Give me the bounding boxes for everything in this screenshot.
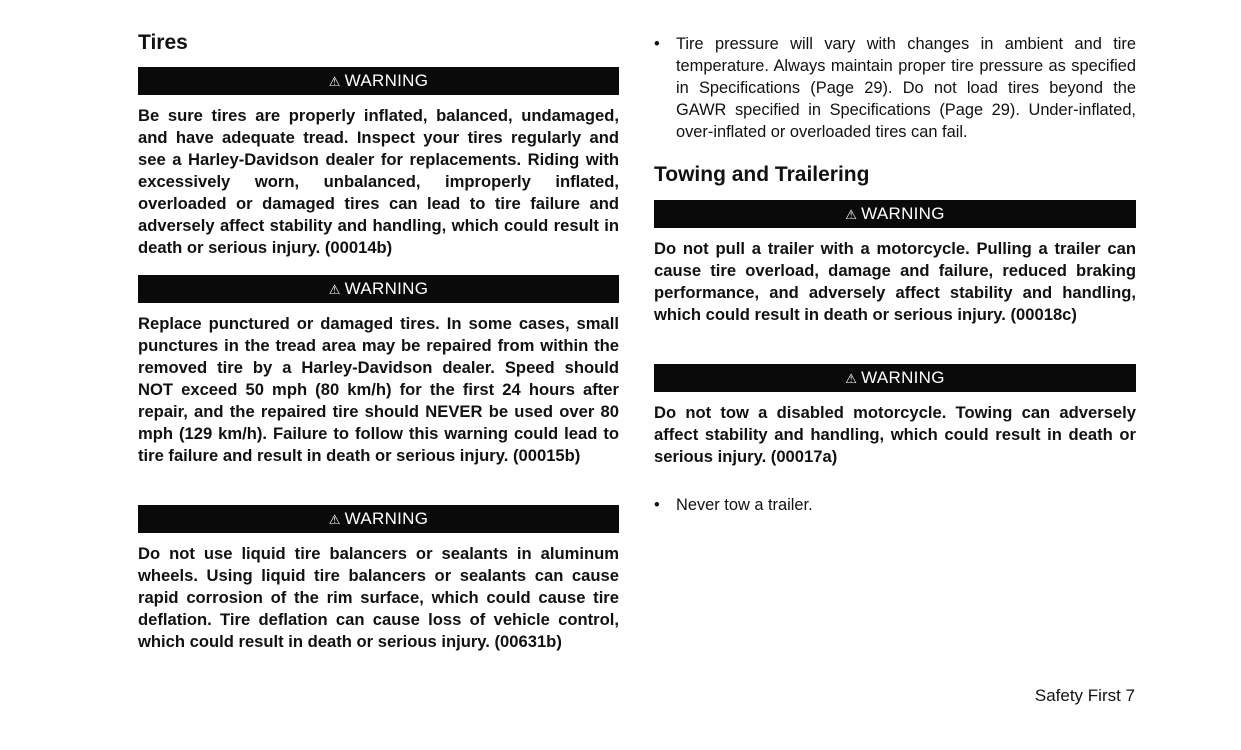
warning-text: Be sure tires are properly inflated, balanced, undamaged, and have adequate tread. Inspect your tires regularly and see a Harley-Davidson dealer for replacements. Riding with excessively worn, unbalanced, improperly inflated, overloaded or damaged tires can lead to tire failure and adversely affect stability and handling, which could result in death or serious injury. (00014b)	[138, 106, 619, 257]
warning-text: Do not tow a disabled motorcycle. Towing can adversely affect stability and handling, which could result in death or serious injury. (00017a)	[654, 403, 1136, 466]
warning-label: WARNING	[861, 204, 945, 223]
bullet-item	[654, 494, 1136, 516]
section-heading-tires: Tires	[138, 31, 188, 54]
warning-banner	[138, 275, 619, 303]
warning-triangle-icon: ⚠	[328, 74, 341, 89]
warning-triangle-icon: ⚠	[845, 207, 858, 222]
section-heading-towing: Towing and Trailering	[654, 163, 870, 186]
warning-label: WARNING	[861, 368, 945, 387]
warning-text: Do not use liquid tire balancers or sealants in aluminum wheels. Using liquid tire balancers or sealants can cause rapid corrosion of the rim surface, which could cause tire deflation. Tire deflation can cause loss of vehicle control, which could result in death or serious injury. (00631b)	[138, 544, 619, 651]
bullet-icon: •	[654, 35, 660, 53]
warning-label: WARNING	[344, 279, 429, 298]
warning-banner	[138, 505, 619, 533]
warning-triangle-icon: ⚠	[328, 282, 341, 297]
warning-label: WARNING	[344, 71, 429, 90]
bullet-item	[654, 33, 1136, 143]
warning-triangle-icon: ⚠	[845, 371, 858, 386]
warning-text: Replace punctured or damaged tires. In some cases, small punctures in the tread area may be repaired from within the removed tire by a Harley-Davidson dealer. Speed should NOT exceed 50 mph (80 km/h) for the first 24 hours after repair, and the repaired tire should NEVER be used over 80 mph (129 km/h). Failure to follow this warning could lead to tire failure and result in death or serious injury. (00015b)	[138, 314, 619, 465]
warning-text: Do not pull a trailer with a motorcycle. Pulling a trailer can cause tire overload, damage and failure, reduced braking performance, and adversely affect stability and handling, which could result in death or serious injury. (00018c)	[654, 239, 1136, 324]
bullet-text: Tire pressure will vary with changes in ambient and tire temperature. Always maintain proper tire pressure as specified in Specifications (Page 29). Do not load tires beyond the GAWR specified in Specifications (Page 29). Under-inflated, over-inflated or overloaded tires can fail.	[676, 35, 1136, 141]
page-footer: Safety First 7	[1034, 686, 1135, 705]
warning-banner	[654, 364, 1136, 392]
warning-banner	[654, 200, 1136, 228]
warning-triangle-icon: ⚠	[328, 512, 341, 527]
warning-banner	[138, 67, 619, 95]
bullet-text: Never tow a trailer.	[676, 496, 813, 514]
warning-label: WARNING	[344, 509, 429, 528]
bullet-icon: •	[654, 496, 660, 514]
